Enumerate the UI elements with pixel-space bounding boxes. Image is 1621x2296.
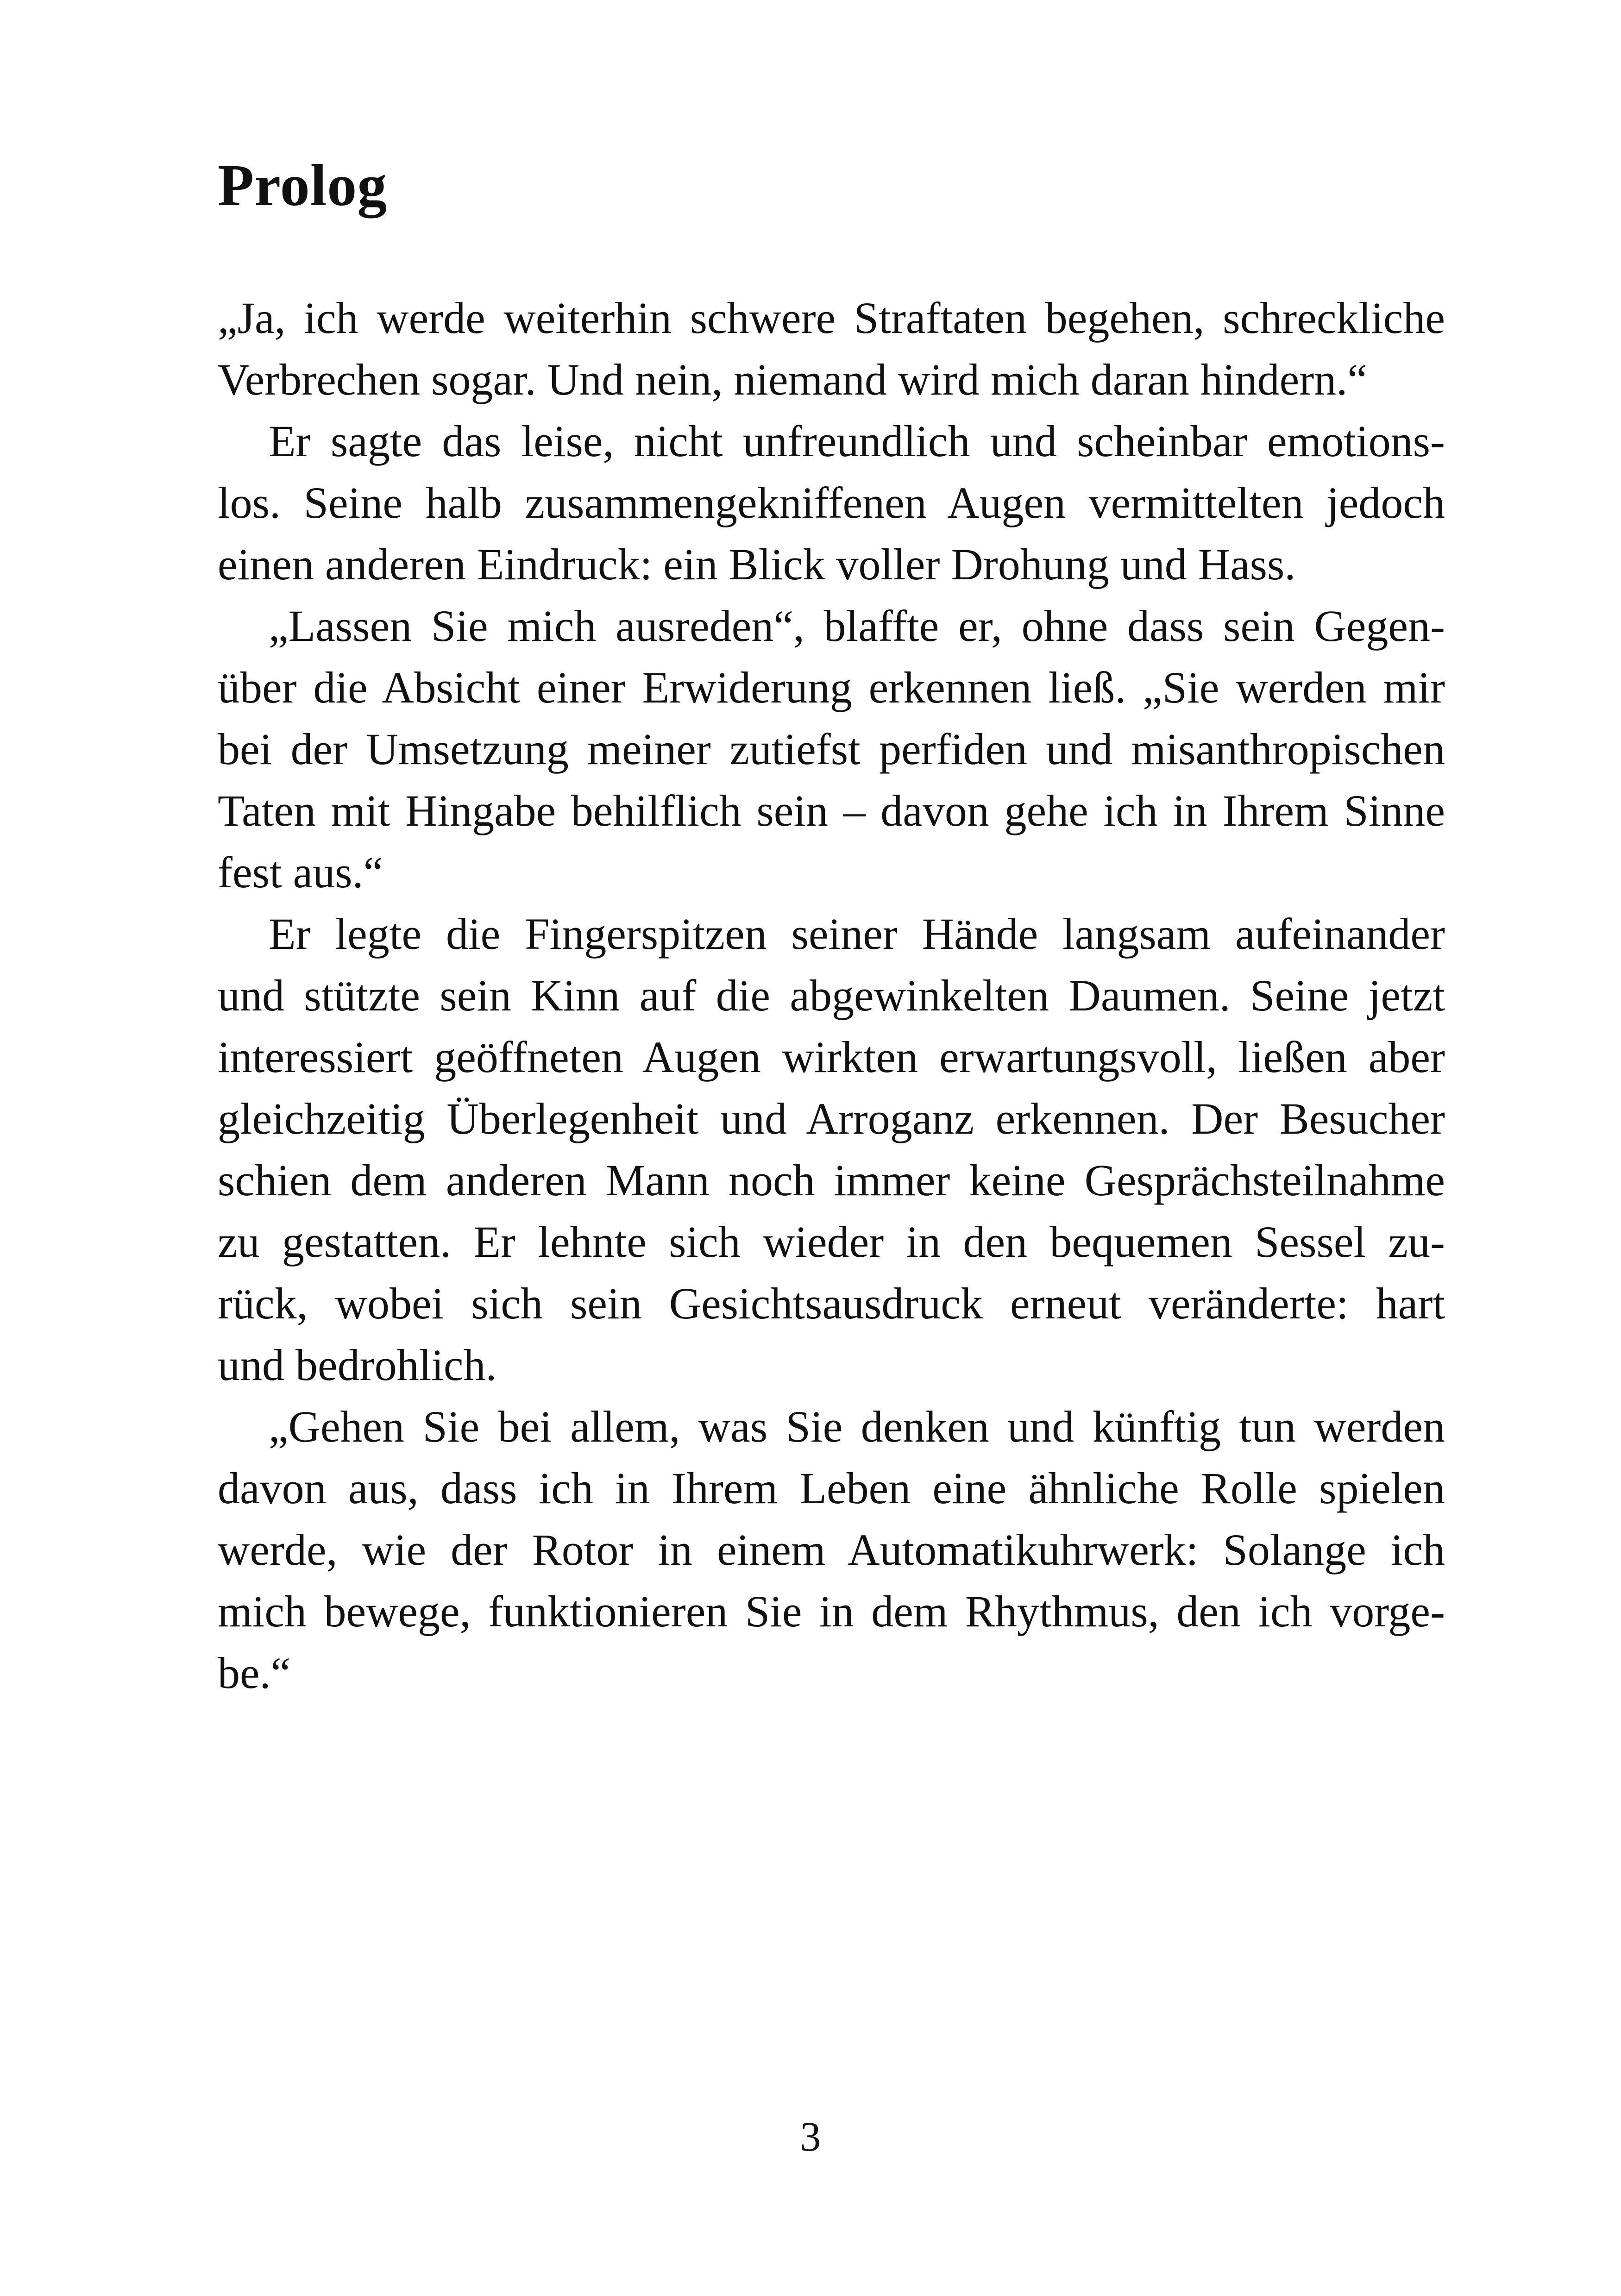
page-number: 3 bbox=[800, 2114, 821, 2160]
text-line: Taten mit Hingabe behilflich sein – davon gehe ich in Ihrem Sinne bbox=[218, 786, 1445, 835]
text-line: werde, wie der Rotor in einem Automatikuhrwerk: Solange ich bbox=[218, 1525, 1445, 1575]
text-line: fest aus.“ bbox=[218, 847, 383, 897]
text-line: Er legte die Fingerspitzen seiner Hände langsam aufeinander bbox=[269, 909, 1445, 959]
text-line: bei der Umsetzung meiner zutiefst perfiden und misanthropischen bbox=[218, 724, 1445, 774]
text-line: und bedrohlich. bbox=[218, 1340, 497, 1390]
text-line: einen anderen Eindruck: ein Blick voller Drohung und Hass. bbox=[218, 539, 1296, 589]
text-line: gleichzeitig Überlegenheit und Arroganz erkennen. Der Besucher bbox=[218, 1094, 1445, 1143]
text-line: und stützte sein Kinn auf die abgewinkelten Daumen. Seine jetzt bbox=[218, 971, 1445, 1020]
text-line: „Gehen Sie bei allem, was Sie denken und künftig tun werden bbox=[269, 1402, 1445, 1451]
text-line: Verbrechen sogar. Und nein, niemand wird mich daran hindern.“ bbox=[218, 355, 1367, 404]
text-line: schien dem anderen Mann noch immer keine Gesprächsteilnahme bbox=[218, 1155, 1445, 1205]
prose-body bbox=[218, 287, 1445, 1704]
text-line: „Ja, ich werde weiterhin schwere Straftaten begehen, schreckliche bbox=[218, 293, 1445, 343]
text-line: los. Seine halb zusammengekniffenen Augen vermittelten jedoch bbox=[218, 478, 1445, 527]
text-line: rück, wobei sich sein Gesichtsausdruck erneut veränderte: hart bbox=[218, 1279, 1445, 1328]
chapter-title: Prolog bbox=[218, 152, 388, 218]
text-line: be.“ bbox=[218, 1648, 291, 1698]
text-line: über die Absicht einer Erwiderung erkennen ließ. „Sie werden mir bbox=[218, 663, 1445, 712]
text-line: interessiert geöffneten Augen wirkten erwartungsvoll, ließen aber bbox=[218, 1032, 1445, 1082]
text-line: davon aus, dass ich in Ihrem Leben eine ähnliche Rolle spielen bbox=[218, 1463, 1445, 1513]
text-line: „Lassen Sie mich ausreden“, blaffte er, ohne dass sein Gegen- bbox=[269, 601, 1445, 651]
text-line: zu gestatten. Er lehnte sich wieder in den bequemen Sessel zu- bbox=[218, 1217, 1445, 1267]
text-line: mich bewege, funktionieren Sie in dem Rhythmus, den ich vorge- bbox=[218, 1587, 1445, 1636]
text-line: Er sagte das leise, nicht unfreundlich und scheinbar emotions- bbox=[269, 416, 1445, 466]
